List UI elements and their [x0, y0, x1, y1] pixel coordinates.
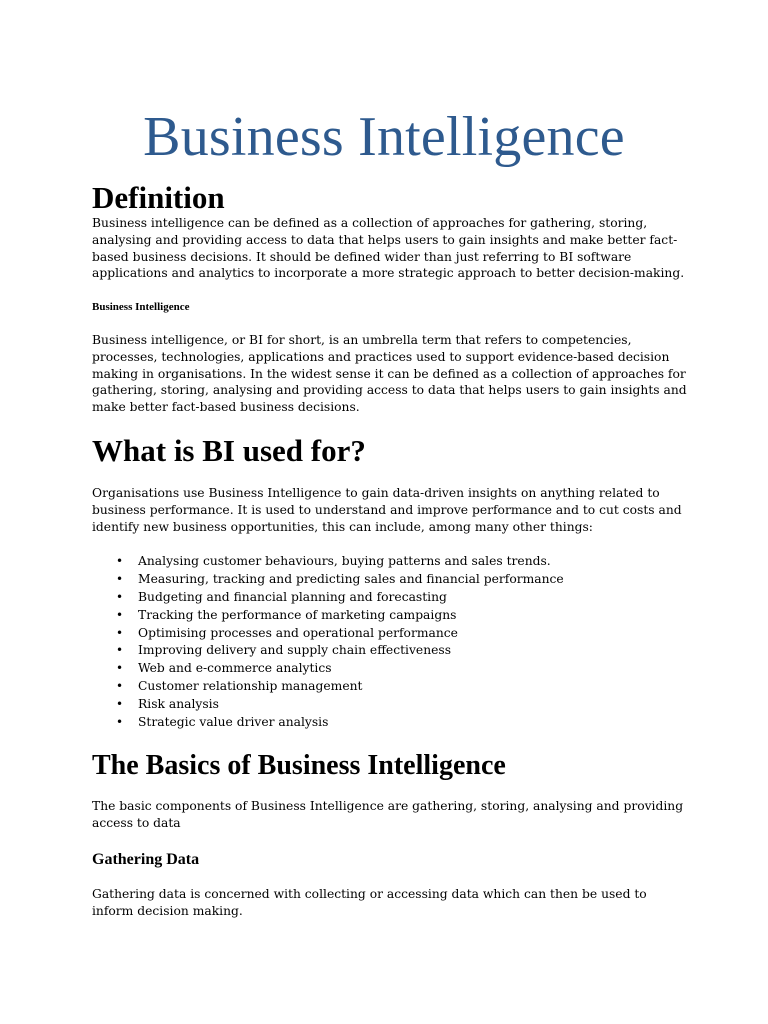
used-for-paragraph [92, 485, 692, 535]
paragraph-line: Gathering data is concerned with collecting or accessing data which can then be used to [92, 887, 647, 901]
paragraph-line: applications and analytics to incorporate a more strategic approach to better decision-making. [92, 266, 685, 281]
paragraph-line: making in organisations. In the widest sense it can be defined as a collection of approaches for [92, 366, 686, 381]
uses-bullet-list [92, 553, 564, 732]
list-item: • Budgeting and financial planning and forecasting [92, 589, 564, 607]
bullet-icon: • [116, 715, 124, 730]
bullet-icon: • [116, 661, 124, 676]
list-item: • Optimising processes and operational performance [92, 625, 564, 643]
bullet-icon: • [116, 554, 124, 568]
bi-subheading: Business Intelligence [92, 301, 190, 313]
list-item: • Analysing customer behaviours, buying patterns and sales trends. [92, 553, 564, 571]
list-item: • Risk analysis [92, 696, 564, 714]
paragraph-line: inform decision making. [92, 903, 243, 918]
bullet-icon: • [116, 643, 124, 658]
bullet-icon: • [116, 697, 124, 712]
gathering-paragraph [92, 886, 692, 920]
basics-heading: The Basics of Business Intelligence [92, 750, 506, 781]
paragraph-line: Organisations use Business Intelligence to gain data-driven insights on anything related to [92, 486, 660, 500]
paragraph-line: analysing and providing access to data that helps users to gain insights and make better fact- [92, 232, 678, 247]
list-item: • Improving delivery and supply chain effectiveness [92, 642, 564, 660]
bullet-icon: • [116, 679, 124, 694]
paragraph-line: access to data [92, 815, 181, 830]
list-item: • Web and e-commerce analytics [92, 660, 564, 678]
paragraph-line: based business decisions. It should be defined wider than just referring to BI software [92, 249, 632, 264]
bullet-icon: • [116, 625, 124, 640]
definition-paragraph [92, 215, 692, 282]
bullet-icon: • [116, 607, 124, 622]
paragraph-line: business performance. It is used to understand and improve performance and to cut costs and [92, 502, 682, 517]
paragraph-line: The basic components of Business Intelligence are gathering, storing, analysing and providing [92, 799, 684, 813]
list-item: • Measuring, tracking and predicting sales and financial performance [92, 571, 564, 589]
list-item: • Tracking the performance of marketing campaigns [92, 607, 564, 625]
bullet-icon: • [116, 589, 124, 604]
paragraph-line: Business intelligence, or BI for short, is an umbrella term that refers to competencies, [92, 333, 632, 347]
bullet-icon: • [116, 571, 124, 586]
used-for-heading: What is BI used for? [92, 433, 366, 468]
paragraph-line: processes, technologies, applications and practices used to support evidence-based decision [92, 349, 670, 364]
list-item: • Customer relationship management [92, 678, 564, 696]
definition-heading: Definition [92, 180, 225, 215]
paragraph-line: gathering, storing, analysing and providing access to data that helps users to gain insights and [92, 383, 687, 398]
document-title: Business Intelligence [143, 106, 625, 168]
bi-paragraph [92, 332, 692, 416]
gathering-heading: Gathering Data [92, 851, 200, 868]
paragraph-line: identify new business opportunities, this can include, among many other things: [92, 519, 593, 534]
basics-paragraph [92, 798, 692, 832]
list-item: • Strategic value driver analysis [92, 714, 564, 732]
paragraph-line: make better fact-based business decisions. [92, 400, 360, 415]
paragraph-line: Business intelligence can be defined as a collection of approaches for gathering, storing, [92, 216, 648, 230]
